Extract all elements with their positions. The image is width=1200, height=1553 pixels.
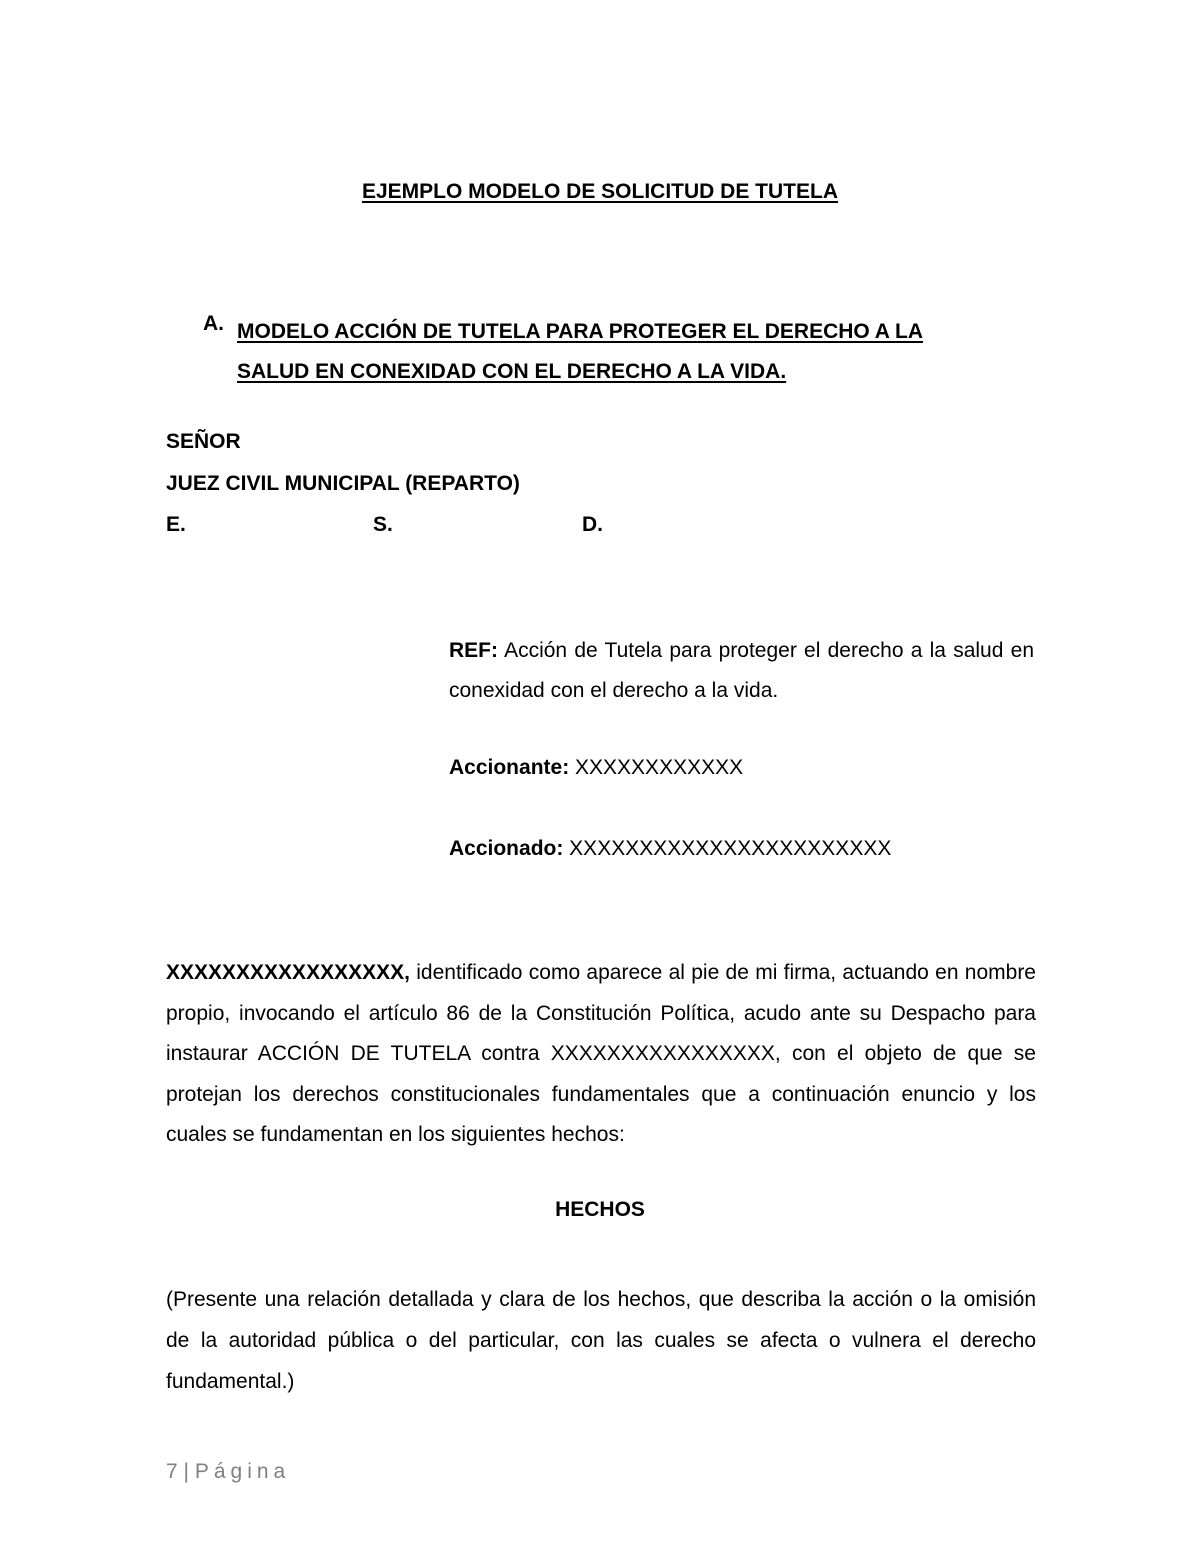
page-footer xyxy=(166,1460,290,1484)
address-d: D. xyxy=(582,513,603,536)
body-text: identificado como aparece al pie de mi firma, actuando en nombre propio, invocando el artículo 86 de la Constitución Política, acudo ante su Despacho para instaurar ACCIÓN DE TUTELA contra XXXXXXXXXXXXXXXX, con el objeto de que se protejan los derechos constitucionales fundamentales que a continuación enuncio y los cuales se fundamentan en los siguientes hechos: xyxy=(166,961,1036,1146)
hechos-paragraph: (Presente una relación detallada y clara de los hechos, que describa la acción o la omisión de la autoridad pública o del particular, con las cuales se afecta o vulnera el derecho fundamental.) xyxy=(166,1288,1036,1393)
page-number: 7 xyxy=(166,1460,178,1483)
accionante-label: Accionante: xyxy=(449,756,570,779)
section-heading xyxy=(237,312,1037,392)
body-paragraph xyxy=(166,953,1036,1156)
reference-block xyxy=(449,631,1034,711)
reference-text: Acción de Tutela para proteger el derecho a la salud en conexidad con el derecho a la vida. xyxy=(449,639,1034,702)
address-s: S. xyxy=(373,513,393,536)
address-senor: SEÑOR xyxy=(166,430,241,453)
section-heading-line1: MODELO ACCIÓN DE TUTELA PARA PROTEGER EL DERECHO A LA xyxy=(237,320,924,343)
footer-label: Página xyxy=(194,1460,291,1483)
section-heading-line2: SALUD EN CONEXIDAD CON EL DERECHO A LA VIDA. xyxy=(237,360,787,383)
accionante-line xyxy=(449,756,743,780)
address-e: E. xyxy=(166,513,186,536)
document-title: EJEMPLO MODELO DE SOLICITUD DE TUTELA xyxy=(361,180,839,203)
reference-label: REF: xyxy=(449,639,498,662)
hechos-heading: HECHOS xyxy=(555,1198,645,1221)
address-juez: JUEZ CIVIL MUNICIPAL (REPARTO) xyxy=(166,472,520,495)
footer-separator: | xyxy=(183,1460,189,1483)
accionado-line xyxy=(449,837,891,861)
petitioner-name: XXXXXXXXXXXXXXXXX, xyxy=(166,961,410,984)
accionado-value: XXXXXXXXXXXXXXXXXXXXXXX xyxy=(563,837,892,860)
accionante-value: XXXXXXXXXXXX xyxy=(569,756,744,779)
accionado-label: Accionado: xyxy=(449,837,564,860)
section-marker: A. xyxy=(203,312,224,335)
